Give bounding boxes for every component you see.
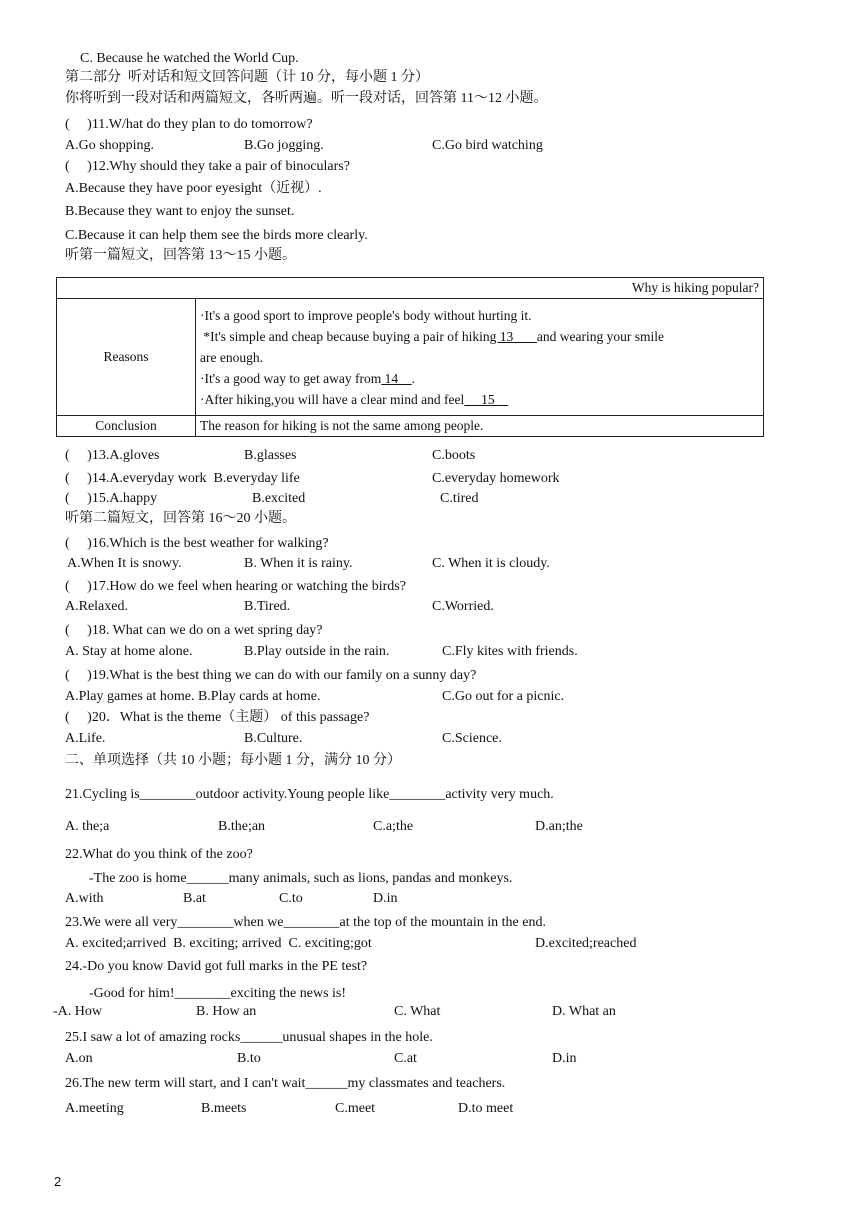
question-stem: ( )14.A.everyday work B.everyday life — [65, 471, 300, 486]
option-c: C.a;the — [373, 819, 414, 834]
option-c: C. When it is cloudy. — [432, 556, 550, 571]
question-stem: ( )16.Which is the best weather for walking? — [65, 536, 329, 551]
option-b: B.glasses — [244, 448, 297, 463]
question-stem: ( )13.A.gloves — [65, 448, 160, 463]
conclusion-label: Conclusion — [57, 416, 196, 437]
option-a: A.When It is snowy. — [67, 556, 182, 571]
option-c: C.meet — [335, 1101, 376, 1116]
option-b: B.excited — [252, 491, 306, 506]
instruction-text: 你将听到一段对话和两篇短文，各听两遍。听一段对话，回答第 11～12 小题。 — [65, 91, 548, 106]
reason-line: *It's simple and cheap because buying a pair of hiking 13 and wearing your smile — [200, 328, 664, 344]
section-heading: 二、单项选择（共 10 小题；每小题 1 分，满分 10 分） — [65, 753, 401, 768]
reason-line: ·After hiking,you will have a clear mind and feel 15 — [200, 391, 509, 407]
option-c: C. What — [394, 1004, 441, 1019]
reasons-cell — [196, 299, 764, 416]
option-a: A.Relaxed. — [65, 599, 128, 614]
option-b: B.Because they want to enjoy the sunset. — [65, 204, 295, 219]
question-stem: 24.-Do you know David got full marks in the PE test? — [65, 959, 368, 974]
question-stem: 23.We were all very________when we________at the top of the mountain in the end. — [65, 915, 546, 930]
option-a: A.meeting — [65, 1101, 124, 1116]
question-stem: 25.I saw a lot of amazing rocks______unusual shapes in the hole. — [65, 1030, 433, 1045]
option-d: D.to meet — [458, 1101, 514, 1116]
question-stem: ( )15.A.happy — [65, 491, 158, 506]
question-stem: ( )20．What is the theme（主题） of this passage? — [65, 710, 370, 725]
instruction-text: 听第一篇短文，回答第 13～15 小题。 — [65, 248, 296, 263]
option-a: A. the;a — [65, 819, 110, 834]
option-d: D.in — [552, 1051, 577, 1066]
option-b: B.Culture. — [244, 731, 303, 746]
table-title: Why is hiking popular? — [57, 278, 764, 299]
option-c: C.Fly kites with friends. — [442, 644, 578, 659]
option-a: -A. How — [53, 1004, 102, 1019]
option-b: B.the;an — [218, 819, 266, 834]
option-d: D.excited;reached — [535, 936, 637, 951]
reason-line: are enough. — [200, 349, 263, 365]
blank-15: 15 — [464, 391, 509, 407]
option-c: C.tired — [440, 491, 479, 506]
reason-line: ·It's a good sport to improve people's body without hurting it. — [200, 307, 532, 323]
question-stem: 22.What do you think of the zoo? — [65, 847, 253, 862]
option-a: A. Stay at home alone. — [65, 644, 193, 659]
option-c: C.Go bird watching — [432, 138, 543, 153]
question-stem: ( )12.Why should they take a pair of binoculars? — [65, 159, 350, 174]
blank-13: g 13 — [489, 328, 537, 344]
option-c: C.Worried. — [432, 599, 494, 614]
hiking-table — [56, 277, 764, 437]
section-heading: 第二部分 听对话和短文回答问题（计 10 分，每小题 1 分） — [65, 70, 429, 85]
option-c: C.Because it can help them see the birds more clearly. — [65, 228, 368, 243]
question-line: -Good for him!________exciting the news is! — [89, 986, 347, 1001]
option-b: B.Tired. — [244, 599, 291, 614]
question-stem: 21.Cycling is________outdoor activity.Young people like________activity very much. — [65, 787, 554, 802]
option-b: B.Go jogging. — [244, 138, 324, 153]
option-b: B.at — [183, 891, 206, 906]
question-stem: ( )18. What can we do on a wet spring day? — [65, 623, 323, 638]
option-c: C.everyday homework — [432, 471, 560, 486]
option-c: C.to — [279, 891, 303, 906]
option-a: A.Because they have poor eyesight（近视）. — [65, 181, 322, 196]
option-c: C.Science. — [442, 731, 502, 746]
option-c: C.boots — [432, 448, 476, 463]
page-number: 2 — [54, 1174, 62, 1189]
option-b: B.meets — [201, 1101, 247, 1116]
option-b: B. When it is rainy. — [244, 556, 353, 571]
question-stem: ( )19.What is the best thing we can do with our family on a sunny day? — [65, 668, 477, 683]
option-text: C. Because he watched the World Cup. — [80, 51, 299, 66]
option-c: C.at — [394, 1051, 417, 1066]
option-ab: A.Play games at home. B.Play cards at home. — [65, 689, 321, 704]
option-abc: A. excited;arrived B. exciting; arrived C. exciting;got — [65, 936, 372, 951]
question-stem: 26.The new term will start, and I can't wait______my classmates and teachers. — [65, 1076, 506, 1091]
option-b: B.Play outside in the rain. — [244, 644, 390, 659]
question-stem: ( )17.How do we feel when hearing or watching the birds? — [65, 579, 406, 594]
conclusion-cell: The reason for hiking is not the same among people. — [196, 416, 764, 437]
option-c: C.Go out for a picnic. — [442, 689, 565, 704]
reasons-label: Reasons — [57, 299, 196, 416]
reason-line: ·It's a good way to get away from 14 . — [200, 370, 416, 386]
instruction-text: 听第二篇短文，回答第 16～20 小题。 — [65, 511, 296, 526]
blank-14: 14 — [381, 370, 412, 386]
option-b: B.to — [237, 1051, 261, 1066]
option-a: A.Go shopping. — [65, 138, 155, 153]
question-line: -The zoo is home______many animals, such as lions, pandas and monkeys. — [89, 871, 513, 886]
question-stem: ( )11.W/hat do they plan to do tomorrow? — [65, 117, 313, 132]
option-d: D. What an — [552, 1004, 616, 1019]
option-a: A.on — [65, 1051, 93, 1066]
option-a: A.Life. — [65, 731, 106, 746]
option-b: B. How an — [196, 1004, 257, 1019]
option-a: A.with — [65, 891, 104, 906]
option-d: D.in — [373, 891, 398, 906]
option-d: D.an;the — [535, 819, 583, 834]
